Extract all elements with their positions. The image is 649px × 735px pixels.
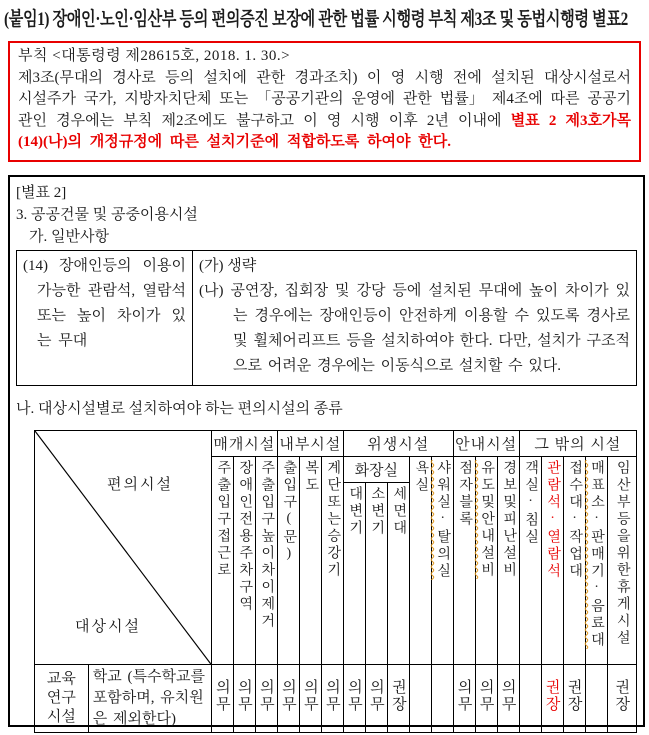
diagonal-label-targets: 대상시설 [75, 618, 141, 635]
col-header-entrance-door: 출입구(문) [277, 456, 299, 664]
addendum-heading: 부칙 <대통령령 제28615호, 2018. 1. 30.> [18, 48, 291, 64]
clause-na-number: (나) [199, 282, 224, 299]
facilities-matrix-table [34, 430, 637, 733]
cell-category: 교육연구시설 [35, 664, 89, 732]
col-header-entrance-height-removal: 주출입구높이차이제거 [255, 456, 277, 664]
cell-corridor: 의무 [299, 664, 321, 732]
cell-bathroom [409, 664, 431, 732]
group-header-guidance: 안내시설 [453, 430, 519, 456]
col-header-seating-reading: 관람석·열람석 [541, 456, 563, 664]
col-header-maternity-rest: 임산부등을위한휴게시설 [607, 456, 637, 664]
col-header-bathroom: 욕실 [409, 456, 431, 664]
cell-entrance-height-removal: 의무 [255, 664, 277, 732]
general-rules-table [16, 250, 637, 386]
col-header-stairs-elevator: 계단또는승강기 [321, 456, 343, 664]
cell-facility: 학교 (특수학교를 포함하며, 유치원은 제외한다) [88, 664, 211, 732]
diagonal-header-cell [35, 430, 212, 664]
col-header-alarm-evacuation: 경보및피난설비 [497, 456, 519, 664]
cell-entrance-door: 의무 [277, 664, 299, 732]
col-header-corridor: 복도 [299, 456, 321, 664]
group-header-interior: 내부시설 [277, 430, 343, 456]
cell-shower-changing [431, 664, 453, 732]
group-header-sanitary: 위생시설 [343, 430, 453, 456]
general-clauses-cell [193, 250, 637, 385]
col-header-main-entrance-access: 주출입구접근로 [211, 456, 233, 664]
group-header-other: 그 밖의 시설 [519, 430, 636, 456]
matrix-data-row [35, 664, 637, 732]
col-header-guest-room: 객실·침실 [519, 456, 541, 664]
cell-urinal: 의무 [365, 664, 387, 732]
addendum-body-black: 제3조(무대의 경사로 등의 설치에 관한 경과조치) 이 영 시행 전에 설치된 대상시설로서 시설주가 국가, 지방자치단체 또는 「공공기관의 운영에 관한 법률」 제4조에 따른 공공기관인 경우에는 부칙 제2조에도 불구하고 이 영 시행 이후 2년 이내에 [18, 69, 631, 129]
addendum-body [18, 68, 631, 154]
col-header-shower-changing: 샤워실·탈의실 [431, 456, 453, 664]
annex-subsection-b: 나. 대상시설별로 설치하여야 하는 편의시설의 종류 [16, 400, 343, 417]
annex-box [8, 175, 645, 727]
cell-ticket-vending-drinking [585, 664, 607, 732]
general-item-number: (14) [23, 257, 48, 274]
annex-section-title: 3. 공공건물 및 공중이용시설 [16, 206, 198, 223]
cell-alarm-evacuation: 의무 [497, 664, 519, 732]
col-header-washbasin: 세면대 [387, 482, 409, 664]
clause-na [199, 279, 630, 379]
annex-subsection-a: 가. 일반사항 [29, 228, 109, 245]
cell-guest-room [519, 664, 541, 732]
cell-disabled-parking: 의무 [233, 664, 255, 732]
cell-reception-desk: 권장 [563, 664, 585, 732]
diagonal-label-facilities: 편의시설 [107, 476, 173, 493]
general-item-cell [17, 250, 193, 385]
cell-main-entrance-access: 의무 [211, 664, 233, 732]
col-header-toilet-bowl: 대변기 [343, 482, 365, 664]
cell-guidance-equipment: 의무 [475, 664, 497, 732]
col-header-guidance-equipment: 유도및안내설비 [475, 456, 497, 664]
clause-ga: (가) 생략 [199, 257, 257, 274]
addendum-red-box [8, 41, 641, 162]
cell-maternity-rest: 권장 [607, 664, 637, 732]
general-item-text [23, 254, 186, 354]
cell-stairs-elevator: 의무 [321, 664, 343, 732]
table-row [17, 250, 637, 385]
addendum-body-red: 별표 2 제3호가목 (14)(나)의 개정규정에 따른 설치기준에 적합하도록 하여야 한다. [18, 112, 631, 150]
clause-na-body: 공연장, 집회장 및 강당 등에 설치된 무대에 높이 차이가 있는 경우에는 장애인등이 안전하게 이용할 수 있도록 경사로 및 휠체어리프트 등을 설치하여야 한다. 다만, 설치가 구조적으로 어려운 경우에는 이동식으로 설치할 수 있다. [230, 282, 630, 374]
col-header-reception-desk: 접수대·작업대 [563, 456, 585, 664]
group-header-mediation: 매개시설 [211, 430, 277, 456]
annex-label: [별표 2] [16, 184, 67, 201]
cell-braille-block: 의무 [453, 664, 475, 732]
col-header-disabled-parking: 장애인전용주차구역 [233, 456, 255, 664]
cell-washbasin: 권장 [387, 664, 409, 732]
cell-toilet-bowl: 의무 [343, 664, 365, 732]
col-header-urinal: 소변기 [365, 482, 387, 664]
subgroup-header-toilet: 화장실 [343, 456, 409, 482]
cell-seating-reading: 권장 [541, 664, 563, 732]
general-item-body: 장애인등의 이용이 가능한 관람석, 열람석 또는 높이 차이가 있는 무대 [37, 257, 187, 349]
matrix-group-header-row [35, 430, 637, 456]
col-header-braille-block: 점자블록 [453, 456, 475, 664]
col-header-ticket-vending-drinking: 매표소·판매기·음료대 [585, 456, 607, 664]
document-title: (붙임1) 장애인·노인·임산부 등의 편의증진 보장에 관한 법률 시행령 부칙 제3조 및 동법시행령 별표2 [4, 9, 628, 30]
